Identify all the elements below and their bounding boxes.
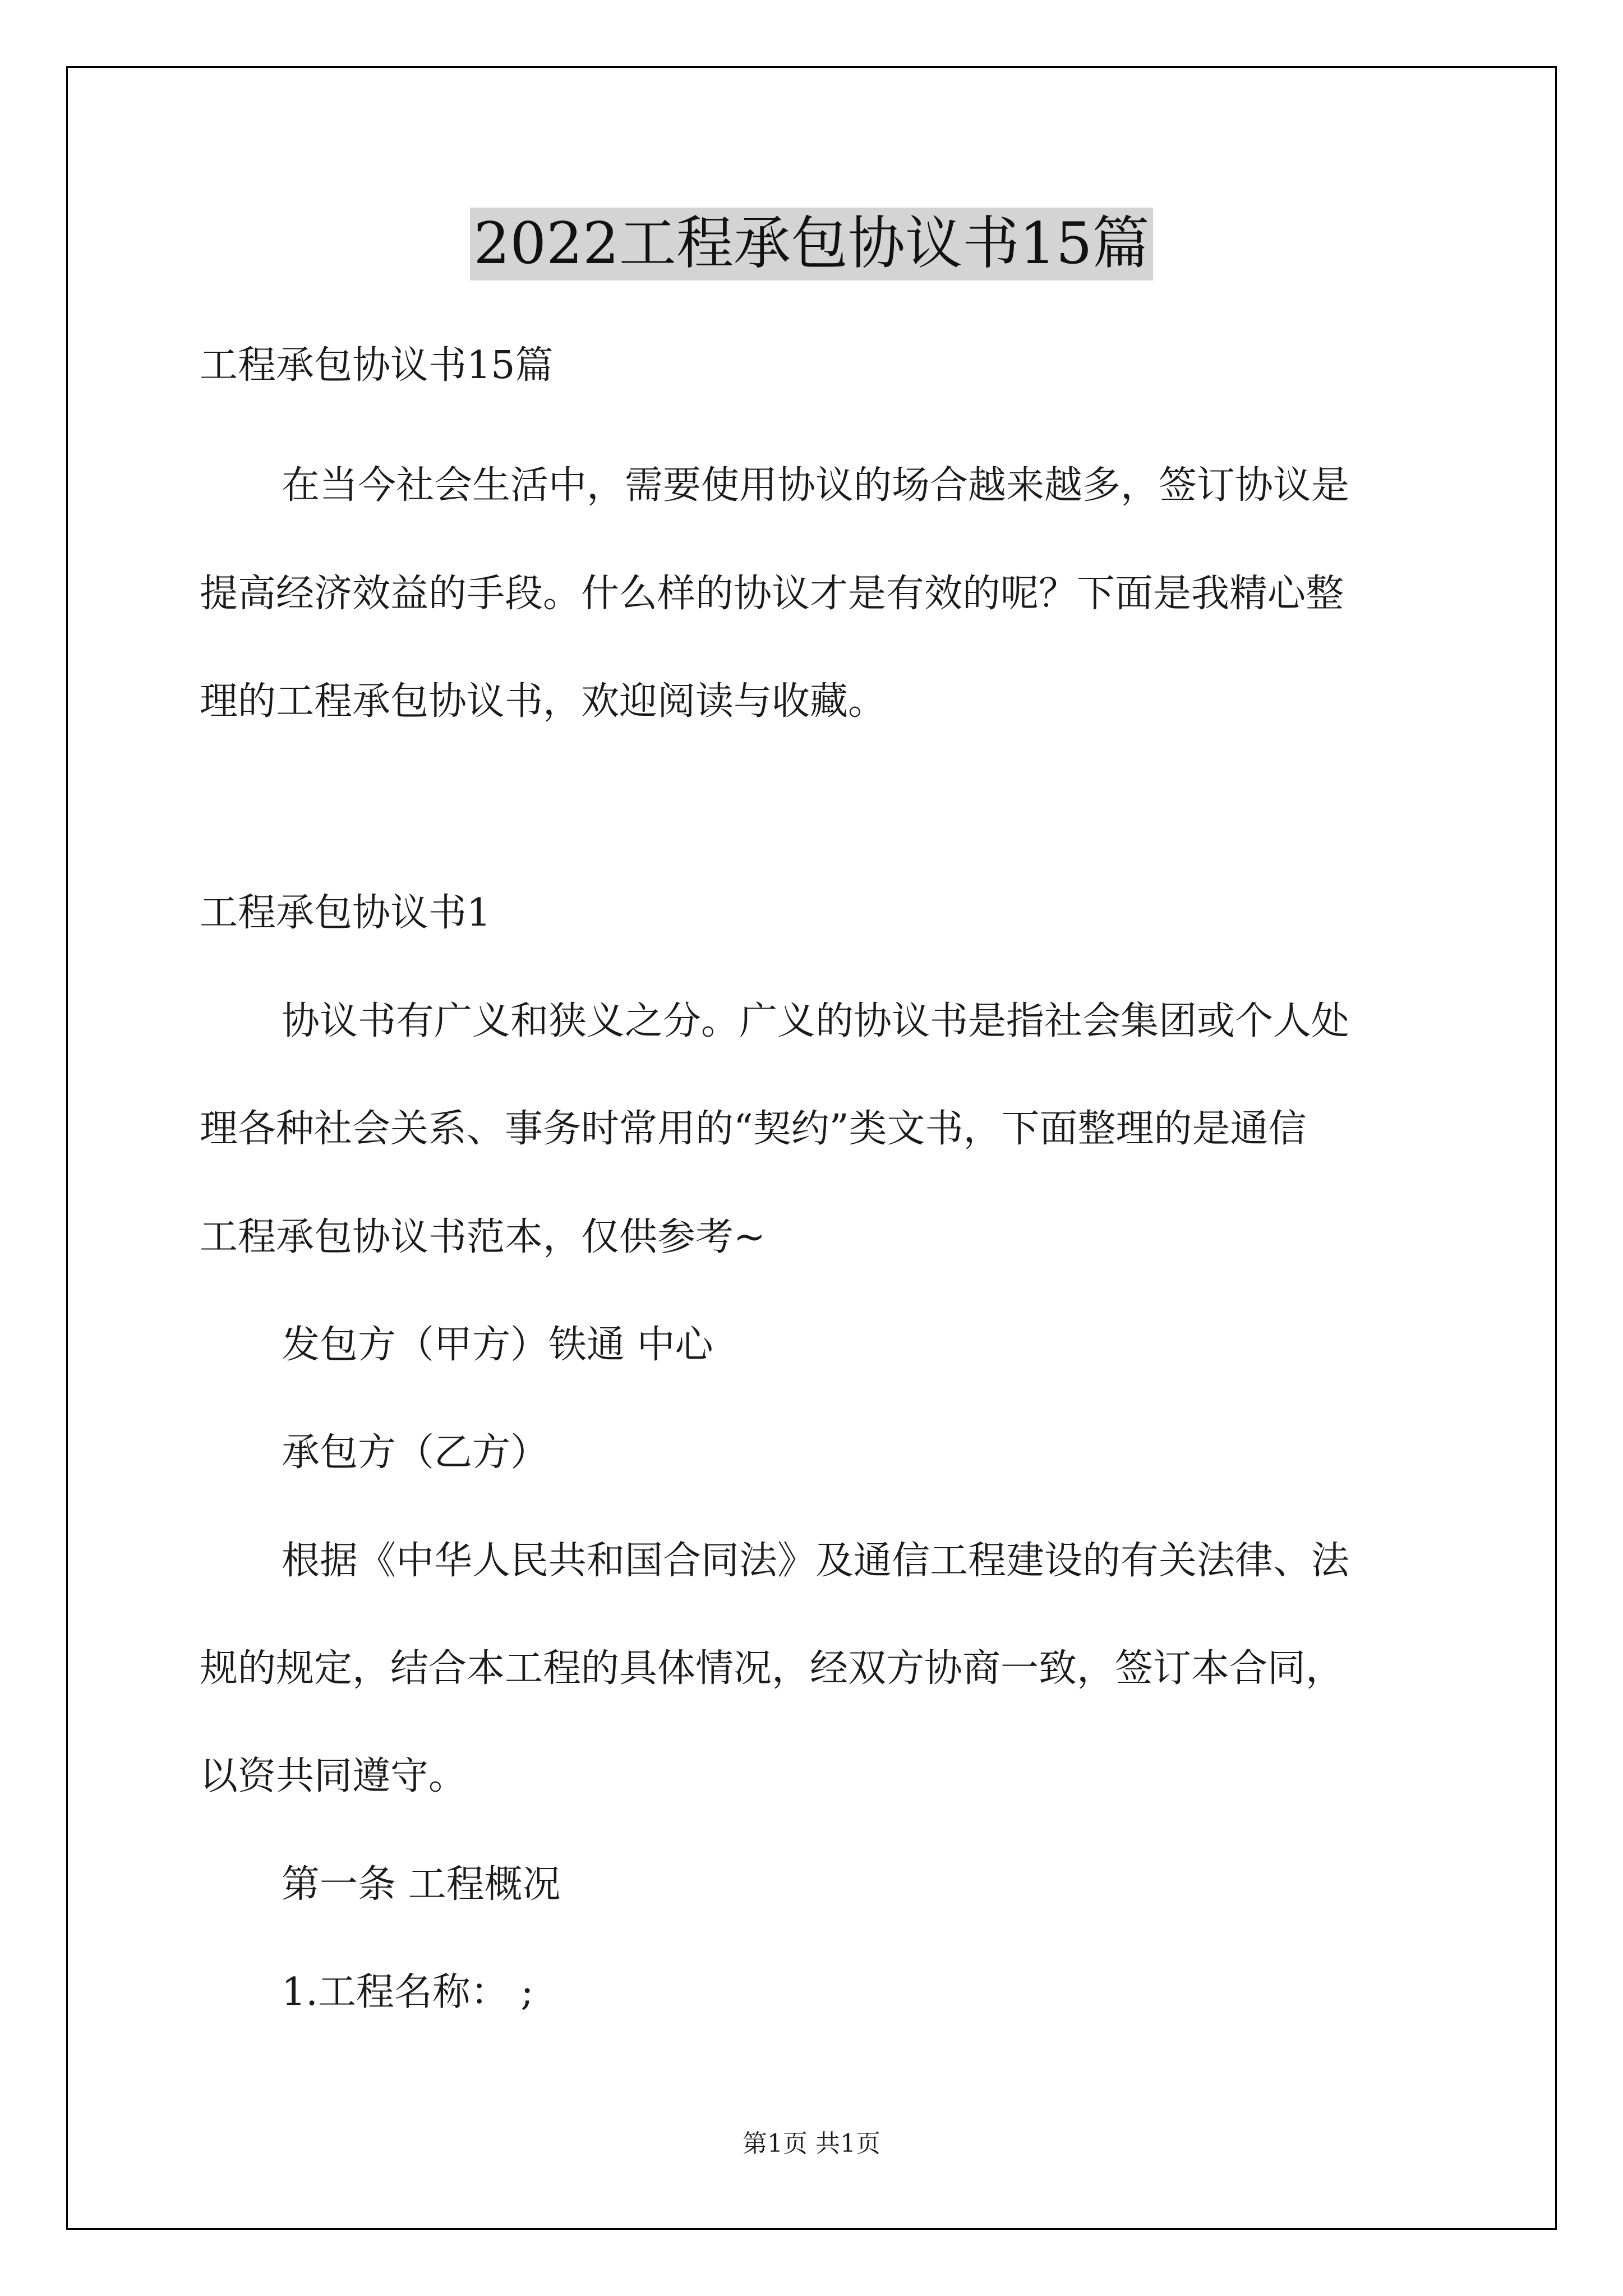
definition-paragraph-line-2[interactable]: 理各种社会关系、事务时常用的“契约”类文书，下面整理的是通信: [200, 1107, 1307, 1151]
party-a-line[interactable]: 发包方（甲方）铁通 中心: [282, 1323, 713, 1367]
document-title-container: [0, 208, 1623, 280]
section-heading-1[interactable]: 工程承包协议书1: [200, 891, 491, 935]
definition-paragraph-line-1[interactable]: 协议书有广义和狭义之分。广义的协议书是指社会集团或个人处: [282, 999, 1350, 1043]
basis-paragraph-line-2[interactable]: 规的规定，结合本工程的具体情况，经双方协商一致，签订本合同，: [200, 1646, 1344, 1691]
basis-paragraph-line-1[interactable]: 根据《中华人民共和国合同法》及通信工程建设的有关法律、法: [282, 1539, 1350, 1583]
subtitle-line[interactable]: 工程承包协议书15篇: [200, 343, 554, 388]
intro-paragraph-line-1[interactable]: 在当今社会生活中，需要使用协议的场合越来越多，签订协议是: [282, 463, 1350, 508]
article-one-heading[interactable]: 第一条 工程概况: [282, 1862, 561, 1907]
document-title[interactable]: 2022工程承包协议书15篇: [470, 208, 1152, 280]
project-name-line[interactable]: 1.工程名称： ;: [282, 1970, 534, 2014]
party-b-line[interactable]: 承包方（乙方）: [282, 1430, 549, 1475]
page-footer: 第1页 共1页: [743, 2129, 880, 2158]
basis-paragraph-line-3[interactable]: 以资共同遵守。: [200, 1754, 467, 1798]
definition-paragraph-line-3[interactable]: 工程承包协议书范本，仅供参考~: [200, 1215, 766, 1259]
intro-paragraph-line-3[interactable]: 理的工程承包协议书，欢迎阅读与收藏。: [200, 679, 887, 724]
intro-paragraph-line-2[interactable]: 提高经济效益的手段。什么样的协议才是有效的呢？下面是我精心整: [200, 572, 1344, 616]
